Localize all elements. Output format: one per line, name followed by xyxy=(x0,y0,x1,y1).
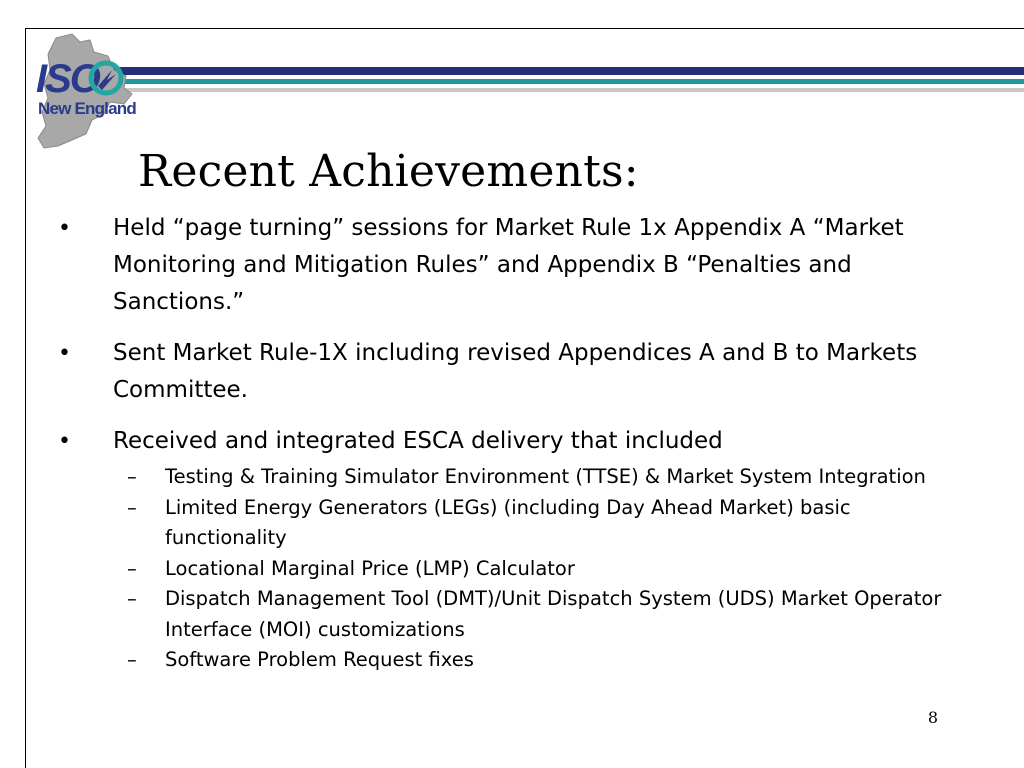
sub-item-2 xyxy=(113,493,978,554)
header-band-gray xyxy=(100,88,1024,92)
sub-dash: – xyxy=(127,465,137,488)
sub-bullet-list xyxy=(113,462,978,676)
slide-title: Recent Achievements: xyxy=(138,146,639,197)
bullet-list xyxy=(58,210,978,690)
sub-item-1 xyxy=(113,462,978,493)
bullet-dot: • xyxy=(58,341,71,366)
bullet-item-3 xyxy=(58,423,978,676)
bullet-text: Received and integrated ESCA delivery that included xyxy=(113,428,723,454)
sub-text: Software Problem Request fixes xyxy=(165,648,474,671)
iso-new-england-logo xyxy=(28,30,140,150)
bullet-item-2 xyxy=(58,335,978,409)
bullet-text: Sent Market Rule-1X including revised Appendices A and B to Markets Committee. xyxy=(113,340,918,403)
sub-item-5 xyxy=(113,645,978,676)
sub-dash: – xyxy=(127,648,137,671)
bullet-text: Held “page turning” sessions for Market Rule 1x Appendix A “Market Monitoring and Mitigation Rules” and Appendix B “Penalties and Sanctions.” xyxy=(113,215,904,315)
sub-dash: – xyxy=(127,587,137,610)
header-band-teal xyxy=(100,79,1024,84)
sub-text: Dispatch Management Tool (DMT)/Unit Dispatch System (UDS) Market Operator Interface (MOI) customizations xyxy=(165,587,942,641)
sub-text: Locational Marginal Price (LMP) Calculator xyxy=(165,556,575,580)
sub-dash: – xyxy=(127,556,137,580)
sub-text: Limited Energy Generators (LEGs) (including Day Ahead Market) basic functionality xyxy=(165,495,851,549)
sub-item-4 xyxy=(113,584,978,645)
bullet-item-1 xyxy=(58,210,978,321)
header-band-navy xyxy=(100,67,1024,75)
sub-item-3 xyxy=(113,554,978,585)
bullet-dot: • xyxy=(58,429,71,454)
sub-text: Testing & Training Simulator Environment (TTSE) & Market System Integration xyxy=(165,465,926,488)
logo-new-england-text: New England xyxy=(38,99,136,118)
logo-iso-text: ISO xyxy=(36,57,99,101)
sub-dash: – xyxy=(127,495,137,519)
page-number: 8 xyxy=(927,708,938,727)
bullet-dot: • xyxy=(58,216,71,241)
